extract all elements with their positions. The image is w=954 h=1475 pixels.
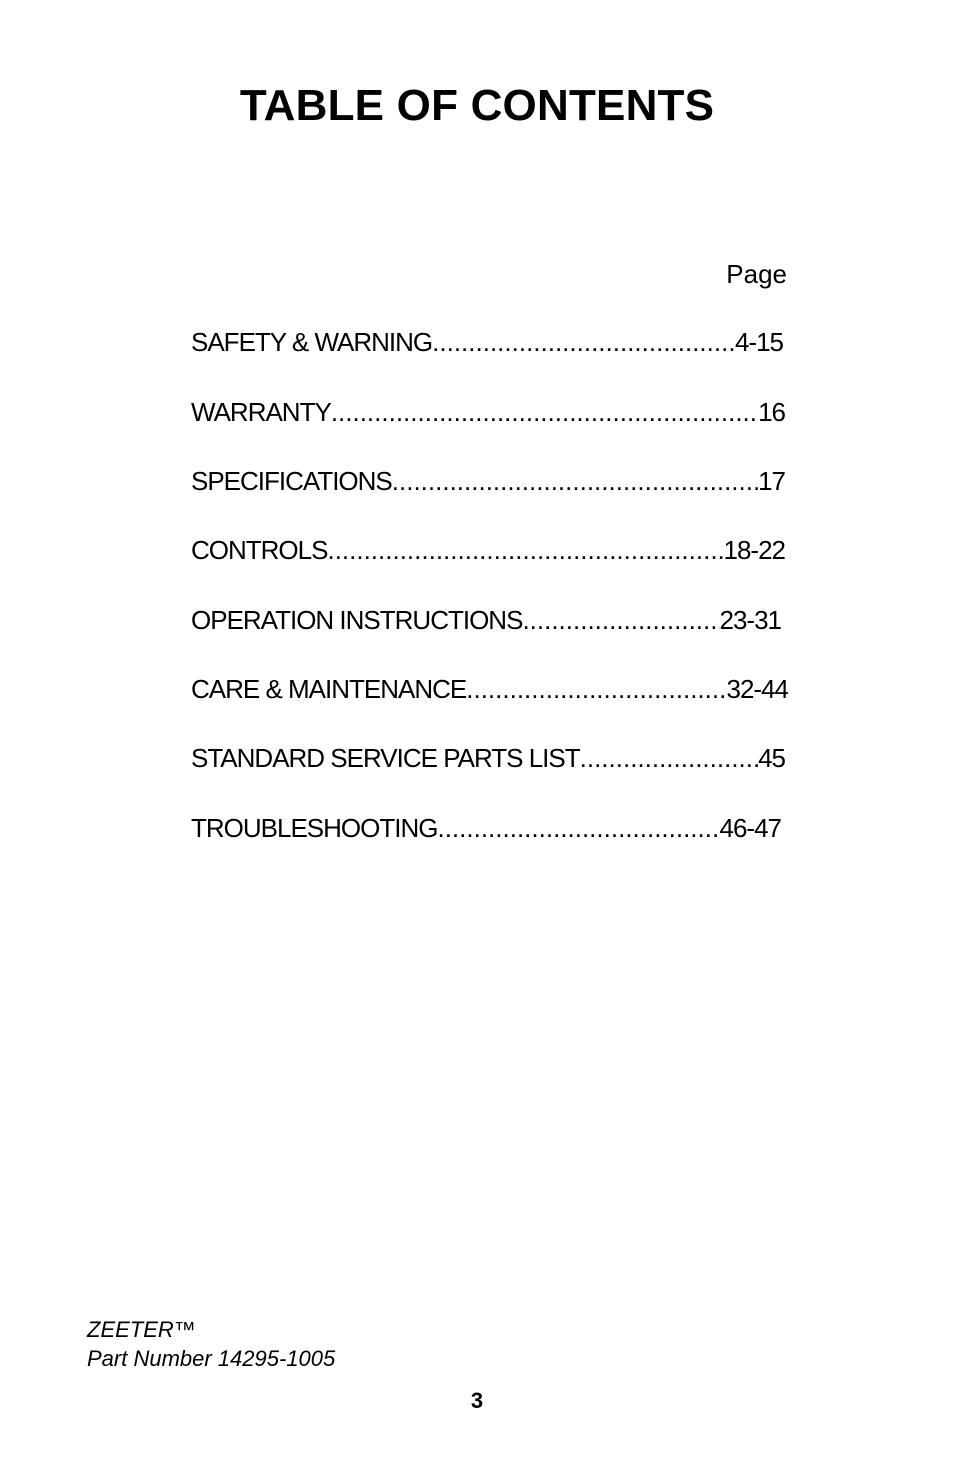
toc-entry-label: STANDARD SERVICE PARTS LIST xyxy=(191,743,580,773)
page-number: 3 xyxy=(470,1388,484,1413)
toc-entry-label: OPERATION INSTRUCTIONS xyxy=(191,605,523,635)
toc-entry-page: 46-47 xyxy=(719,813,781,843)
toc-leader-dots xyxy=(327,533,723,567)
toc-entry-page: 18-22 xyxy=(723,535,785,565)
toc-entry-page: 17 xyxy=(758,466,785,496)
toc-entry-specifications[interactable] xyxy=(191,464,785,498)
toc-entry-label: WARRANTY xyxy=(191,397,331,427)
toc-entry-label: SPECIFICATIONS xyxy=(191,466,392,496)
toc-leader-dots xyxy=(331,395,758,429)
toc-leader-dots xyxy=(522,603,719,637)
footer-part-number: Part Number 14295-1005 xyxy=(87,1346,336,1371)
toc-entry-standard-service-parts-list[interactable] xyxy=(191,741,785,775)
page-title: TABLE OF CONTENTS xyxy=(239,81,715,130)
toc-entry-page: 45 xyxy=(758,743,785,773)
toc-entry-label: CARE & MAINTENANCE xyxy=(191,674,467,704)
toc-entry-operation-instructions[interactable] xyxy=(191,603,781,637)
toc-entry-label: CONTROLS xyxy=(191,535,328,565)
toc-entry-page: 23-31 xyxy=(719,605,781,635)
toc-entry-label: SAFETY & WARNING xyxy=(191,327,433,357)
toc-leader-dots xyxy=(432,325,735,359)
toc-entry-page: 16 xyxy=(758,397,785,427)
toc-entry-safety-warning[interactable] xyxy=(191,325,783,359)
toc-entry-care-maintenance[interactable] xyxy=(191,672,788,706)
toc-entry-page: 4-15 xyxy=(734,327,783,357)
toc-leader-dots xyxy=(580,741,758,775)
toc-entry-controls[interactable] xyxy=(191,533,785,567)
toc-entry-troubleshooting[interactable] xyxy=(191,811,781,845)
toc-leader-dots xyxy=(437,811,719,845)
toc-entry-page: 32-44 xyxy=(726,674,788,704)
toc-leader-dots xyxy=(392,464,758,498)
table-of-contents xyxy=(191,0,791,900)
toc-entry-label: TROUBLESHOOTING xyxy=(191,813,438,843)
footer-product-name: ZEETER™ xyxy=(87,1317,196,1342)
toc-leader-dots xyxy=(466,672,726,706)
page-column-header: Page xyxy=(726,259,787,289)
toc-entry-warranty[interactable] xyxy=(191,395,785,429)
